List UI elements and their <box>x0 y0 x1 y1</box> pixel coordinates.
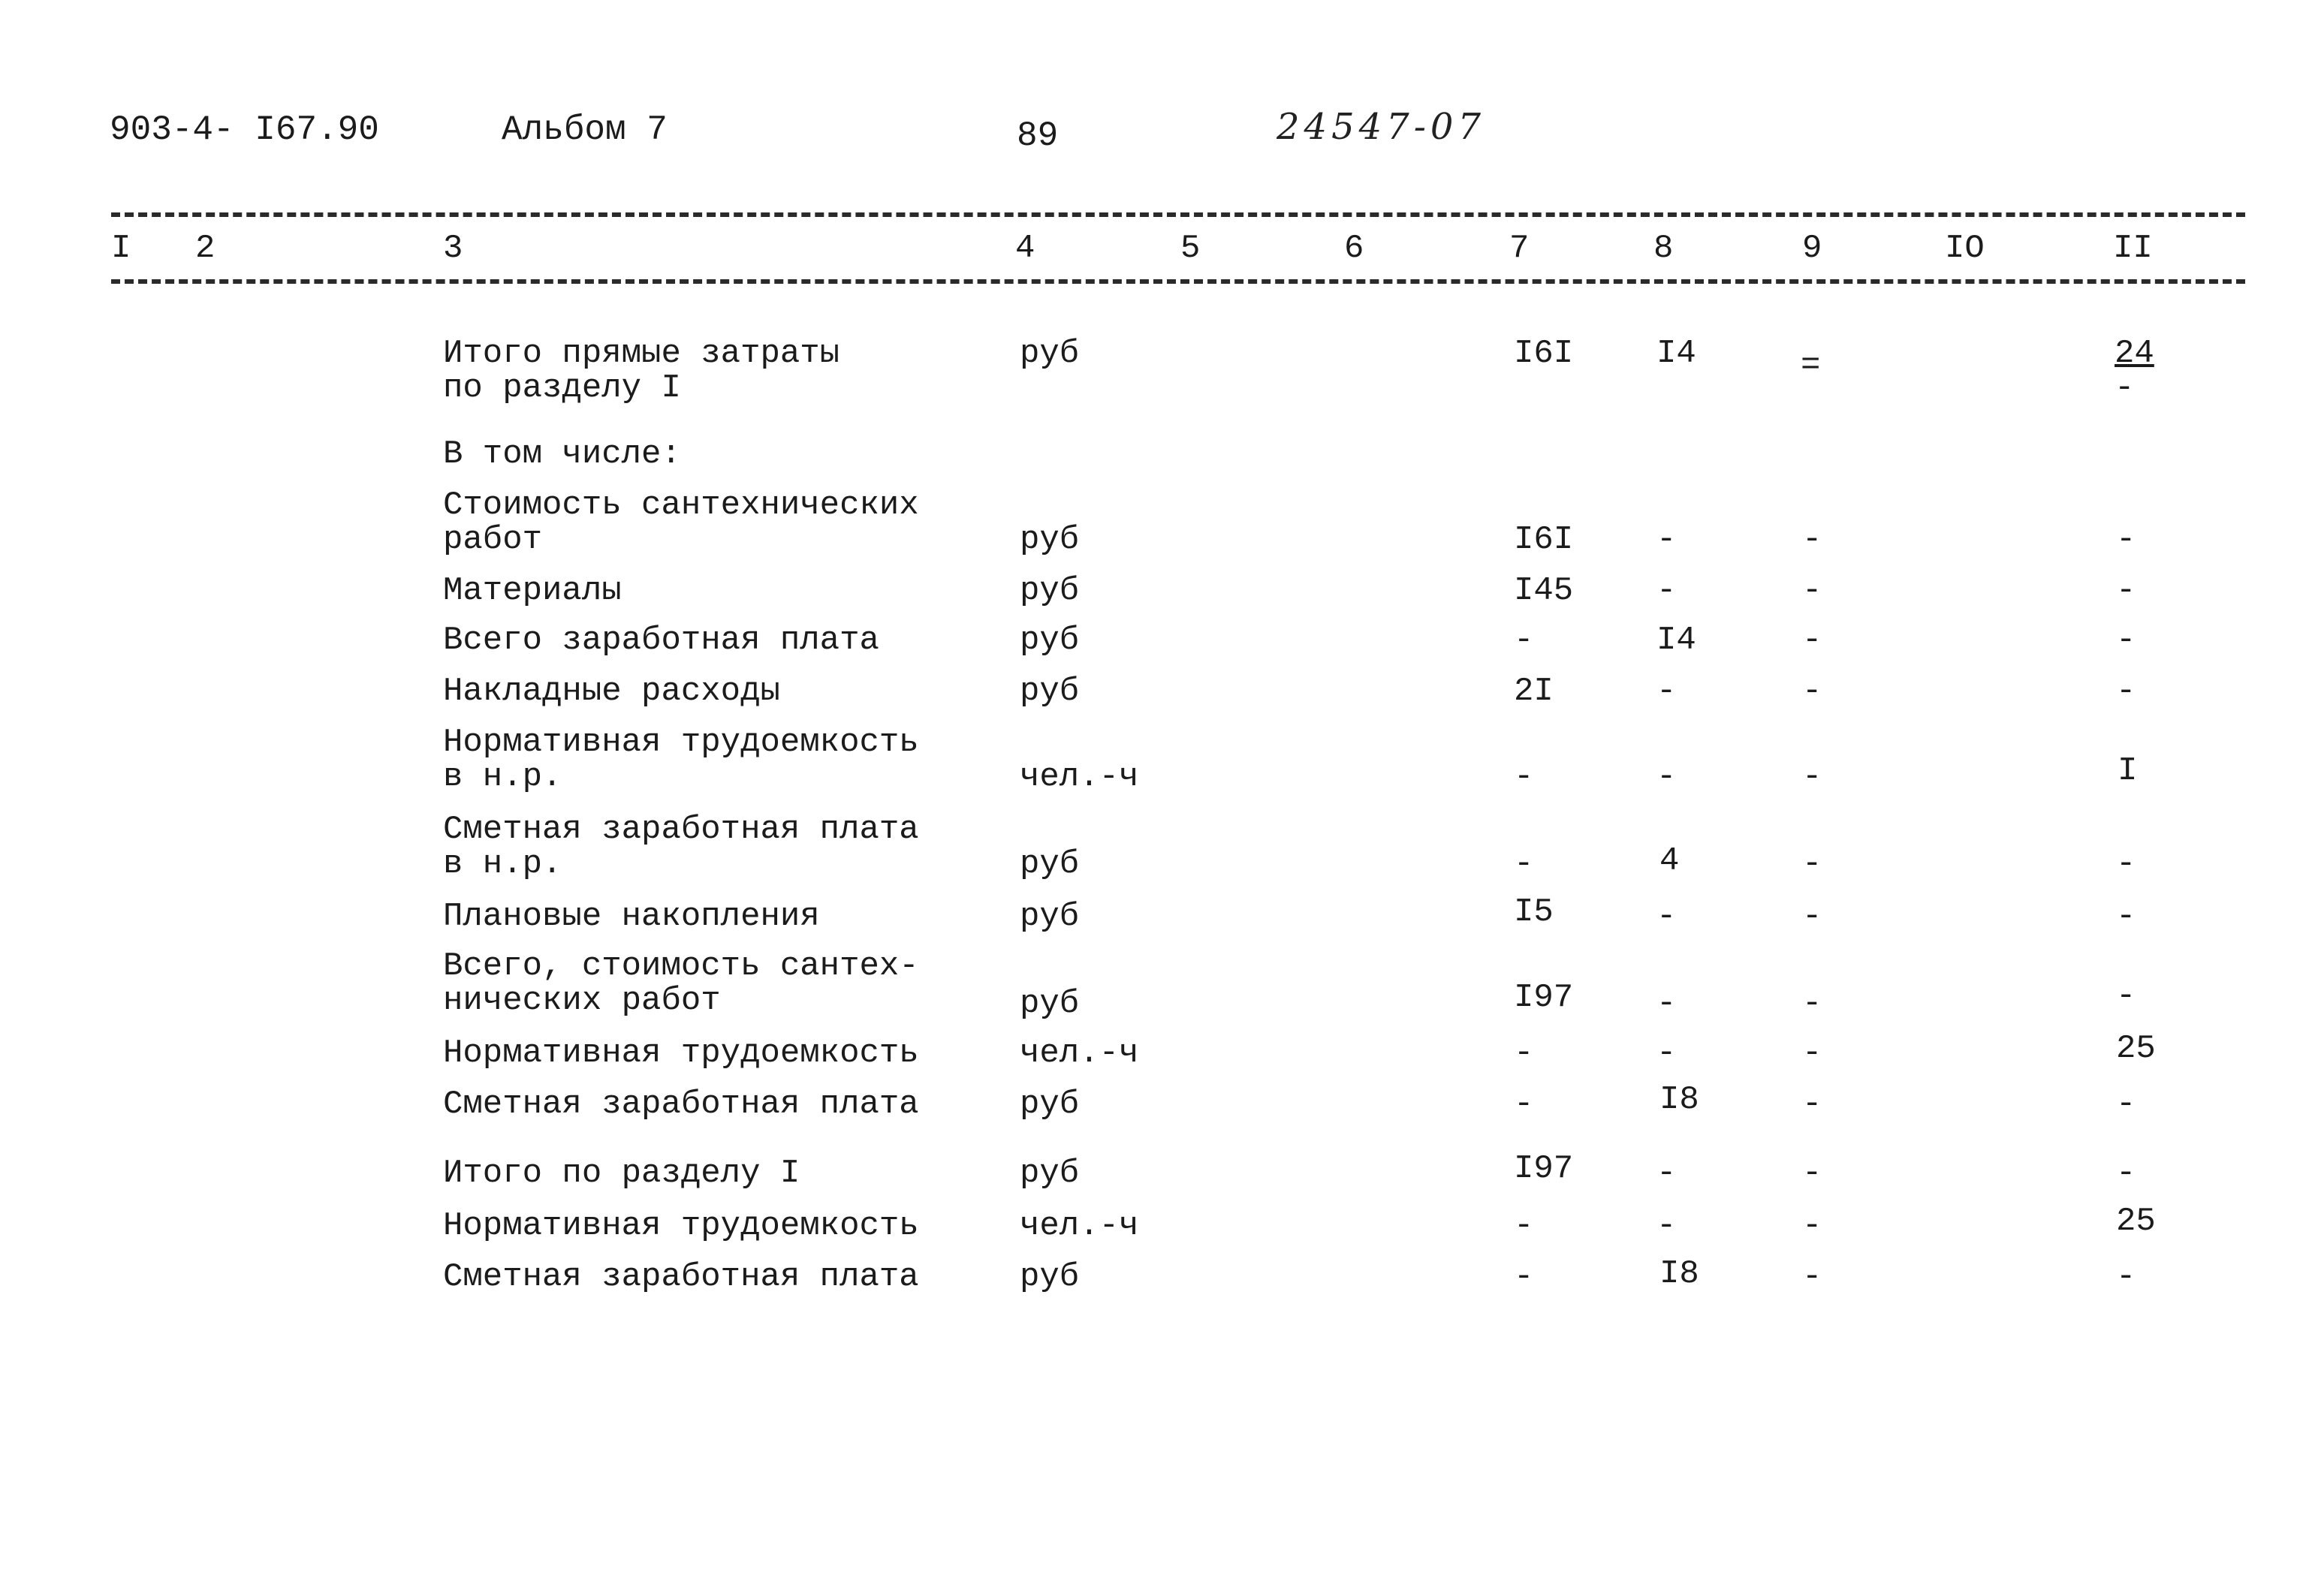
column-header-6: 6 <box>1344 230 1364 267</box>
col7-cell: I45 <box>1514 572 1574 610</box>
column-header-8: 8 <box>1653 230 1674 267</box>
row-label: Нормативная трудоемкость <box>443 724 919 761</box>
col9-cell: - <box>1802 985 1822 1022</box>
col9-cell: - <box>1802 898 1822 935</box>
col7-cell: I5 <box>1514 893 1554 931</box>
col7-cell: - <box>1514 1207 1534 1245</box>
col7-cell: - <box>1514 1086 1534 1123</box>
page-number: 89 <box>1017 116 1059 155</box>
col8-cell: - <box>1656 1155 1677 1192</box>
col8-cell: I8 <box>1659 1255 1699 1293</box>
col9-cell: - <box>1802 622 1822 659</box>
col8-cell: I4 <box>1656 335 1696 372</box>
col7-cell: - <box>1514 845 1534 883</box>
col9-cell: - <box>1802 673 1822 710</box>
row-label: Стоимость сантехнических <box>443 486 919 524</box>
col9-cell: - <box>1802 845 1822 883</box>
column-header-2: 2 <box>195 230 216 267</box>
row-label-continued: в н.р. <box>443 845 562 883</box>
column-header-7: 7 <box>1509 230 1530 267</box>
unit-cell: руб <box>1020 1155 1080 1192</box>
row-label: Сметная заработная плата <box>443 811 919 848</box>
row-label: Итого прямые затраты <box>443 335 840 372</box>
col8-cell: I8 <box>1659 1081 1699 1119</box>
col11-cell: - <box>2116 622 2136 659</box>
row-label: Итого по разделу I <box>443 1155 800 1192</box>
column-header-11: II <box>2113 230 2153 267</box>
col7-cell: - <box>1514 1258 1534 1296</box>
document-code: 903-4- I67.90 <box>110 110 379 149</box>
unit-cell: руб <box>1020 1258 1080 1296</box>
row-label-continued: в н.р. <box>443 758 562 796</box>
row-label: Сметная заработная плата <box>443 1086 919 1123</box>
col11-cell: - <box>2116 898 2136 935</box>
col8-cell: - <box>1656 521 1677 559</box>
unit-cell: руб <box>1020 1086 1080 1123</box>
col11-cell: 25 <box>2116 1203 2156 1240</box>
col9-cell: = <box>1801 347 1821 384</box>
col11-cell: - <box>2116 977 2136 1015</box>
col8-cell: - <box>1656 673 1677 710</box>
row-label: Плановые накопления <box>443 898 820 935</box>
col9-cell: - <box>1802 1155 1822 1192</box>
row-label: Сметная заработная плата <box>443 1258 919 1296</box>
column-header-9: 9 <box>1802 230 1822 267</box>
unit-cell: руб <box>1020 572 1080 610</box>
row-label-continued: работ <box>443 521 543 559</box>
unit-cell: руб <box>1020 673 1080 710</box>
row-label-continued: по разделу I <box>443 369 681 407</box>
unit-cell: руб <box>1020 335 1080 372</box>
col8-cell: - <box>1656 1207 1677 1245</box>
unit-cell: чел.-ч <box>1020 1207 1139 1245</box>
row-label: Накладные расходы <box>443 673 780 710</box>
col9-cell: - <box>1802 1034 1822 1072</box>
row-label: Материалы <box>443 572 622 610</box>
unit-cell: чел.-ч <box>1020 1034 1139 1072</box>
col9-cell: - <box>1802 1258 1822 1296</box>
col8-cell: - <box>1656 898 1677 935</box>
col8-cell: - <box>1656 572 1677 610</box>
row-label: Нормативная трудоемкость <box>443 1034 919 1072</box>
unit-cell: руб <box>1020 622 1080 659</box>
col11-cell: - <box>2116 521 2136 559</box>
col9-cell: - <box>1802 572 1822 610</box>
column-header-5: 5 <box>1180 230 1201 267</box>
col11-cell: - <box>2116 1086 2136 1123</box>
handwritten-number: 24547-07 <box>1277 106 1485 148</box>
col11-cell-lower: - <box>2115 369 2135 407</box>
album-label: Альбом 7 <box>502 110 668 149</box>
col7-cell: I6I <box>1514 521 1574 559</box>
col7-cell: 2I <box>1514 673 1554 710</box>
col8-cell: I4 <box>1656 622 1696 659</box>
col11-cell: - <box>2116 572 2136 610</box>
col8-cell: 4 <box>1659 842 1680 880</box>
col9-cell: - <box>1802 1207 1822 1245</box>
col11-cell: 24 <box>2115 335 2154 372</box>
col8-cell: - <box>1656 1034 1677 1072</box>
col11-cell: I <box>2118 752 2138 790</box>
column-header-3: 3 <box>443 230 463 267</box>
col7-cell: - <box>1514 1034 1534 1072</box>
col11-cell: - <box>2116 845 2136 883</box>
col7-cell: - <box>1514 758 1534 796</box>
row-label: Всего заработная плата <box>443 622 879 659</box>
row-label: В том числе: <box>443 435 681 473</box>
header-bottom-rule <box>111 279 2245 284</box>
column-header-1: I <box>111 230 131 267</box>
unit-cell: руб <box>1020 521 1080 559</box>
col8-cell: - <box>1656 758 1677 796</box>
row-label: Нормативная трудоемкость <box>443 1207 919 1245</box>
col7-cell: I97 <box>1514 1150 1574 1188</box>
col11-cell: - <box>2116 673 2136 710</box>
column-header-10: IO <box>1945 230 1985 267</box>
unit-cell: чел.-ч <box>1020 758 1139 796</box>
row-label-continued: нических работ <box>443 982 721 1019</box>
header-top-rule <box>111 212 2245 217</box>
unit-cell: руб <box>1020 985 1080 1022</box>
col11-cell: 25 <box>2116 1030 2156 1068</box>
col7-cell: I6I <box>1514 335 1574 372</box>
col9-cell: - <box>1802 758 1822 796</box>
col9-cell: - <box>1802 521 1822 559</box>
col11-cell: - <box>2116 1258 2136 1296</box>
col7-cell: - <box>1514 622 1534 659</box>
col9-cell: - <box>1802 1086 1822 1123</box>
column-header-4: 4 <box>1015 230 1035 267</box>
col8-cell: - <box>1656 985 1677 1022</box>
unit-cell: руб <box>1020 845 1080 883</box>
unit-cell: руб <box>1020 898 1080 935</box>
row-label: Всего, стоимость сантех- <box>443 947 919 985</box>
col7-cell: I97 <box>1514 979 1574 1016</box>
col11-cell: - <box>2116 1155 2136 1192</box>
